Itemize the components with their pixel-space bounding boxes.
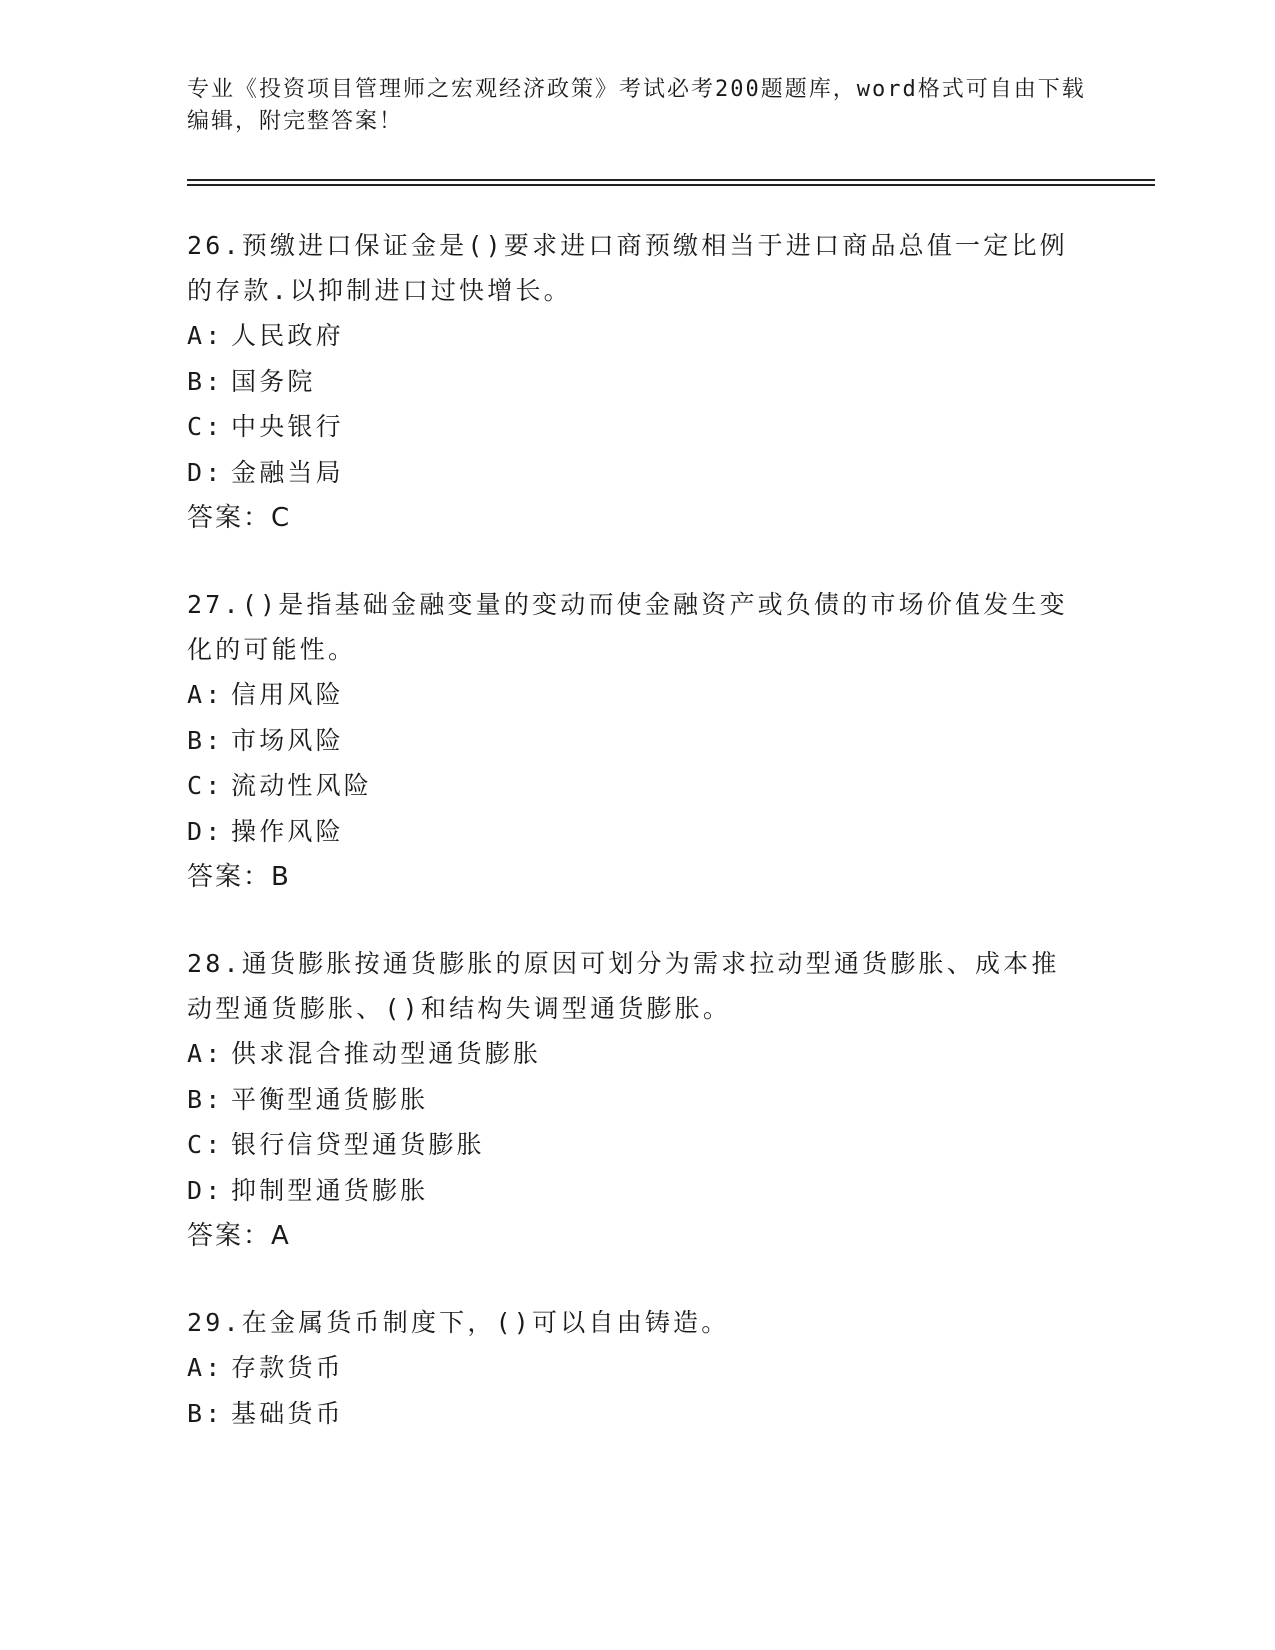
- option-text: 市场风险: [231, 725, 344, 755]
- question-29: [187, 1300, 1087, 1436]
- option-key: C:: [187, 1130, 224, 1159]
- option-b: [187, 1391, 1087, 1437]
- option-text: 流动性风险: [231, 771, 373, 800]
- option-a: [187, 313, 1087, 359]
- option-text: 金融当局: [231, 457, 344, 487]
- option-key: C:: [187, 771, 224, 800]
- question-26: [187, 223, 1087, 541]
- option-c: [187, 1122, 1087, 1168]
- option-key: A:: [187, 321, 224, 350]
- option-key: B:: [187, 366, 224, 396]
- option-text: 人民政府: [231, 321, 344, 350]
- option-b: [187, 718, 1087, 764]
- option-key: C:: [187, 412, 224, 441]
- question-stem: 29.在金属货币制度下，()可以自由铸造。: [187, 1308, 730, 1337]
- option-key: B:: [187, 1084, 224, 1114]
- option-key: B:: [187, 1398, 224, 1428]
- answer-line: 答案：A: [187, 1221, 291, 1251]
- option-b: [187, 359, 1087, 405]
- question-stem: 26.预缴进口保证金是()要求进口商预缴相当于进口商品总值一定比例的存款.以抑制进口过快增长。: [187, 231, 1068, 305]
- question-28: [187, 941, 1087, 1259]
- answer-line: 答案：B: [187, 862, 291, 892]
- option-text: 平衡型通货膨胀: [231, 1084, 429, 1114]
- question-stem: 28.通货膨胀按通货膨胀的原因可划分为需求拉动型通货膨胀、成本推动型通货膨胀、()和结构失调型通货膨胀。: [187, 949, 1060, 1023]
- option-text: 国务院: [231, 366, 316, 396]
- option-text: 供求混合推动型通货膨胀: [231, 1039, 542, 1068]
- option-text: 银行信贷型通货膨胀: [231, 1130, 485, 1159]
- option-b: [187, 1077, 1087, 1123]
- option-d: [187, 1168, 1087, 1214]
- header-divider-bottom: [187, 184, 1155, 186]
- option-d: [187, 450, 1087, 496]
- option-key: A:: [187, 1353, 224, 1382]
- option-a: [187, 1031, 1087, 1077]
- option-text: 中央银行: [231, 412, 344, 441]
- option-text: 操作风险: [231, 816, 344, 846]
- option-c: [187, 763, 1087, 809]
- option-c: [187, 404, 1087, 450]
- option-d: [187, 809, 1087, 855]
- question-stem: 27.()是指基础金融变量的变动而使金融资产或负债的市场价值发生变化的可能性。: [187, 590, 1068, 664]
- option-text: 存款货币: [231, 1353, 344, 1382]
- option-key: D:: [187, 1175, 224, 1205]
- document-header: 专业《投资项目管理师之宏观经济政策》考试必考200题题库，word格式可自由下载编辑，附完整答案！: [187, 77, 1086, 134]
- option-key: D:: [187, 816, 224, 846]
- option-a: [187, 672, 1087, 718]
- option-text: 基础货币: [231, 1398, 344, 1428]
- option-a: [187, 1345, 1087, 1391]
- option-text: 信用风险: [231, 680, 344, 709]
- option-key: A:: [187, 1039, 224, 1068]
- option-key: A:: [187, 680, 224, 709]
- header-divider-top: [187, 179, 1155, 181]
- question-27: [187, 582, 1087, 900]
- option-text: 抑制型通货膨胀: [231, 1175, 429, 1205]
- option-key: B:: [187, 725, 224, 755]
- option-key: D:: [187, 457, 224, 487]
- answer-line: 答案：C: [187, 503, 292, 533]
